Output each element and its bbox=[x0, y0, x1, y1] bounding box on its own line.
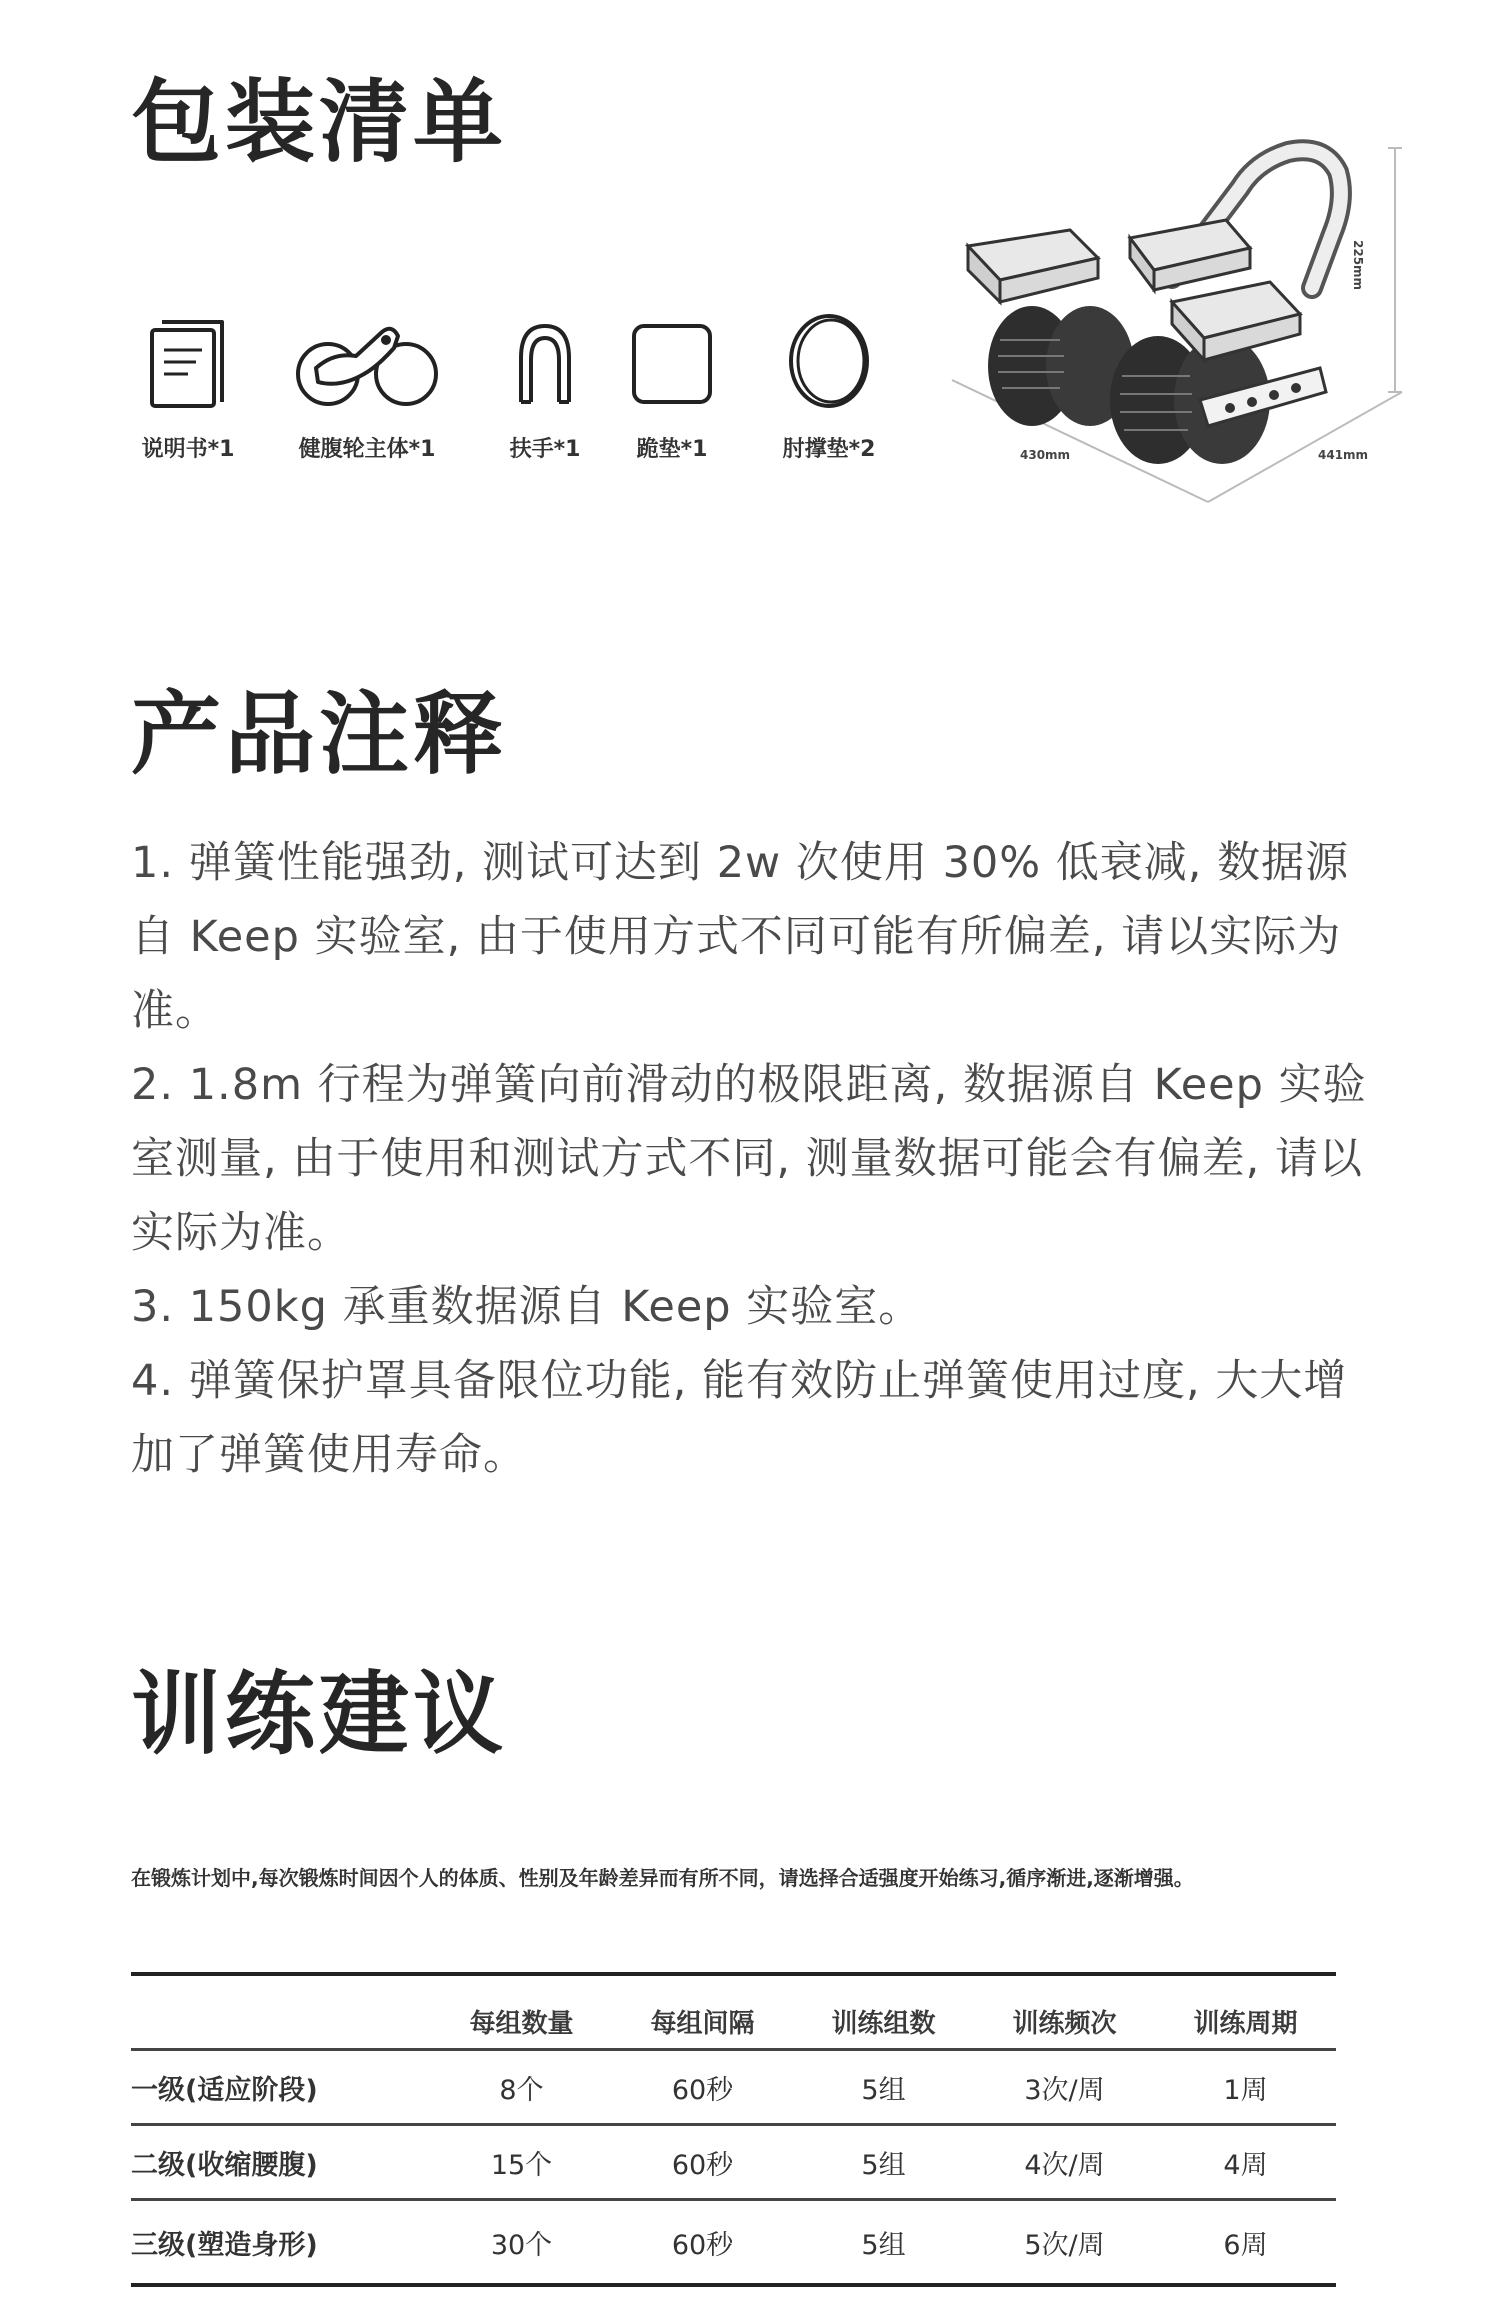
dimension-length: 430mm bbox=[1020, 448, 1071, 462]
handle-icon bbox=[513, 318, 577, 410]
table-header-row bbox=[131, 1974, 1336, 2050]
dimension-height: 225mm bbox=[1351, 240, 1365, 291]
note-item: 4. 弹簧保护罩具备限位功能, 能有效防止弹簧使用过度, 大大增加了弹簧使用寿命。 bbox=[131, 1356, 1348, 1480]
table-row bbox=[131, 2125, 1336, 2200]
cell-rest: 60秒 bbox=[612, 2050, 793, 2125]
knee-pad-icon bbox=[630, 318, 714, 410]
notes-title: 产品注释 bbox=[131, 682, 507, 787]
notes-list bbox=[131, 826, 1371, 1492]
cell-reps: 8个 bbox=[431, 2050, 612, 2125]
cell-reps: 30个 bbox=[431, 2200, 612, 2286]
pkg-item-handle bbox=[490, 318, 600, 463]
col-header-rest: 每组间隔 bbox=[612, 1974, 793, 2050]
cell-reps: 15个 bbox=[431, 2125, 612, 2200]
pkg-item-knee-pad bbox=[612, 318, 732, 463]
pkg-label-knee-pad: 跪垫*1 bbox=[636, 437, 708, 462]
cell-rest: 60秒 bbox=[612, 2125, 793, 2200]
manual-icon bbox=[148, 318, 228, 410]
note-item: 1. 弹簧性能强劲, 测试可达到 2w 次使用 30% 低衰减, 数据源自 Keep 实验室, 由于使用方式不同可能有所偏差, 请以实际为准。 bbox=[131, 838, 1350, 1036]
cell-level: 三级(塑造身形) bbox=[131, 2200, 431, 2286]
pkg-item-wheel-body bbox=[272, 318, 462, 463]
cell-frequency: 4次/周 bbox=[974, 2125, 1155, 2200]
pkg-item-manual bbox=[118, 318, 258, 463]
table-row bbox=[131, 2200, 1336, 2286]
cell-sets: 5组 bbox=[793, 2050, 974, 2125]
cell-level: 一级(适应阶段) bbox=[131, 2050, 431, 2125]
elbow-pad-icon bbox=[787, 312, 871, 410]
cell-period: 4周 bbox=[1155, 2125, 1336, 2200]
col-header-period: 训练周期 bbox=[1155, 1974, 1336, 2050]
cell-rest: 60秒 bbox=[612, 2200, 793, 2286]
col-header-reps: 每组数量 bbox=[431, 1974, 612, 2050]
col-header-frequency: 训练频次 bbox=[974, 1974, 1155, 2050]
product-drawing bbox=[940, 130, 1420, 510]
cell-sets: 5组 bbox=[793, 2200, 974, 2286]
note-item: 2. 1.8m 行程为弹簧向前滑动的极限距离, 数据源自 Keep 实验室测量, 由于使用和测试方式不同, 测量数据可能会有偏差, 请以实际为准。 bbox=[131, 1060, 1367, 1258]
packing-title: 包装清单 bbox=[131, 70, 507, 175]
pkg-item-elbow-pad bbox=[764, 312, 894, 463]
pkg-label-wheel-body: 健腹轮主体*1 bbox=[298, 437, 436, 462]
cell-frequency: 3次/周 bbox=[974, 2050, 1155, 2125]
table-row bbox=[131, 2050, 1336, 2125]
pkg-label-handle: 扶手*1 bbox=[509, 437, 581, 462]
cell-sets: 5组 bbox=[793, 2125, 974, 2200]
cell-frequency: 5次/周 bbox=[974, 2200, 1155, 2286]
cell-level: 二级(收缩腰腹) bbox=[131, 2125, 431, 2200]
pkg-label-elbow-pad: 肘撑垫*2 bbox=[782, 437, 876, 462]
wheel-body-icon bbox=[294, 318, 440, 410]
training-title: 训练建议 bbox=[131, 1662, 507, 1767]
pkg-label-manual: 说明书*1 bbox=[141, 437, 235, 462]
training-plan-table bbox=[131, 1972, 1336, 2287]
cell-period: 1周 bbox=[1155, 2050, 1336, 2125]
cell-period: 6周 bbox=[1155, 2200, 1336, 2286]
col-header-sets: 训练组数 bbox=[793, 1974, 974, 2050]
note-item: 3. 150kg 承重数据源自 Keep 实验室。 bbox=[131, 1282, 923, 1332]
dimension-width: 441mm bbox=[1318, 448, 1369, 462]
col-header-level bbox=[131, 1974, 431, 2050]
training-intro: 在锻炼计划中,每次锻炼时间因个人的体质、性别及年龄差异而有所不同，请选择合适强度开始练习,循序渐进,逐渐增强。 bbox=[131, 1866, 1194, 1890]
